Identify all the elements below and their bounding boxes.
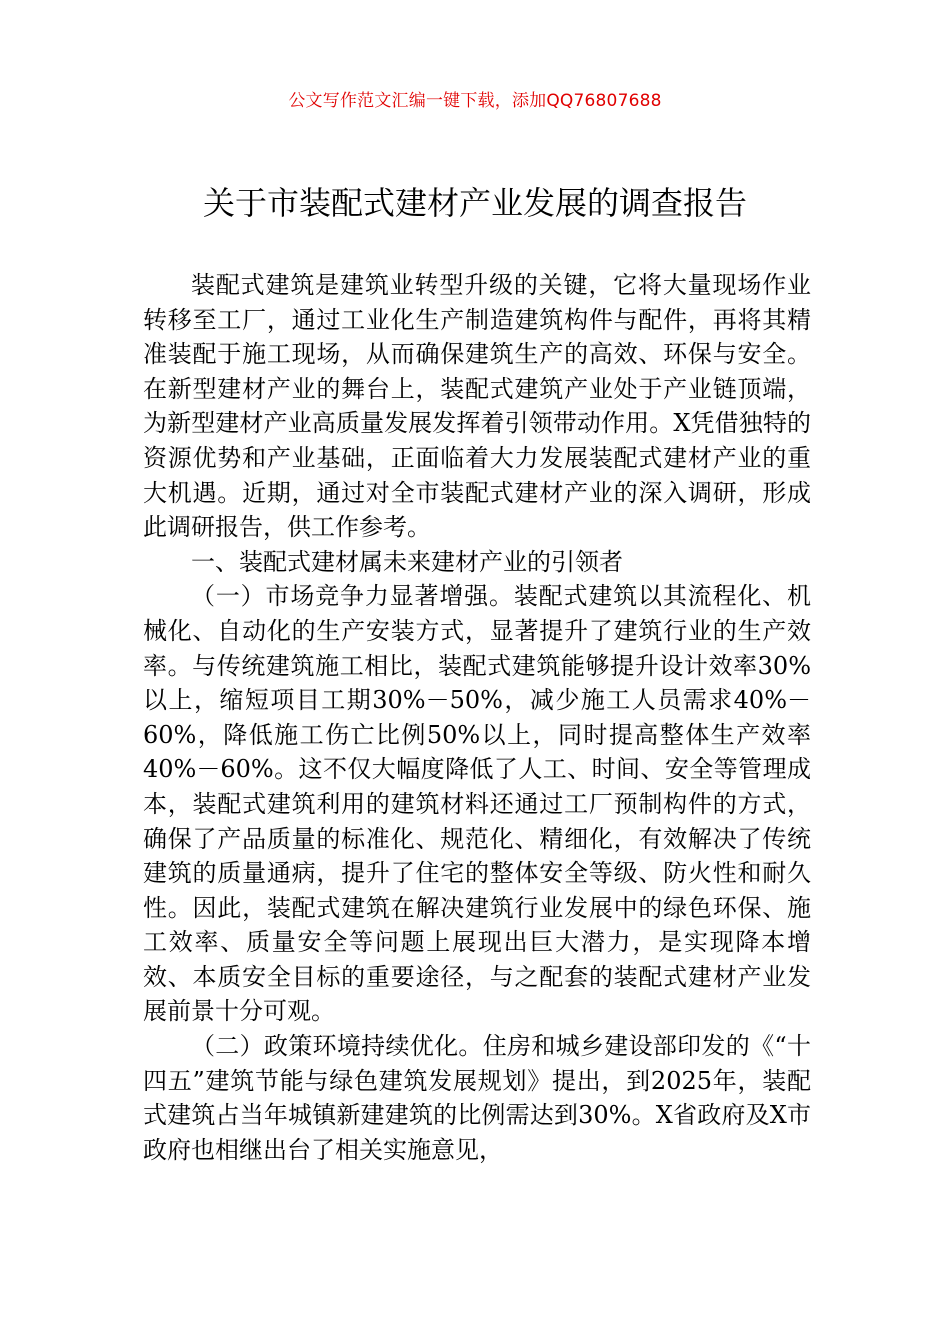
intro-paragraph: 装配式建筑是建筑业转型升级的关键，它将大量现场作业转移至工厂，通过工业化生产制造建筑构件与配件，再将其精准装配于施工现场，从而确保建筑生产的高效、环保与安全。在新型建材产业的舞台上，装配式建筑产业处于产业链顶端，为新型建材产业高质量发展发挥着引领带动作用。X凭借独特的资源优势和产业基础，正面临着大力发展装配式建材产业的重大机遇。近期，通过对全市装配式建材产业的深入调研，形成此调研报告，供工作参考。 — [143, 271, 811, 542]
subsection-paragraph-1: （一）市场竞争力显著增强。装配式建筑以其流程化、机械化、自动化的生产安装方式，显著提升了建筑行业的生产效率。与传统建筑施工相比，装配式建筑能够提升设计效率30%以上，缩短项目工期30%－50%，减少施工人员需求40%－60%，降低施工伤亡比例50%以上，同时提高整体生产效率40%－60%。这不仅大幅度降低了人工、时间、安全等管理成本，装配式建筑利用的建筑材料还通过工厂预制构件的方式，确保了产品质量的标准化、规范化、精细化，有效解决了传统建筑的质量通病，提升了住宅的整体安全等级、防火性和耐久性。因此，装配式建筑在解决建筑行业发展中的绿色环保、施工效率、质量安全等问题上展现出巨大潜力，是实现降本增效、本质安全目标的重要途径，与之配套的装配式建材产业发展前景十分可观。 — [143, 582, 811, 1026]
section-heading: 一、装配式建材属未来建材产业的引领者 — [191, 547, 623, 576]
download-notice: 公文写作范文汇编一键下载，添加QQ76807688 — [288, 91, 662, 111]
document-body — [143, 268, 811, 1167]
document-title: 关于市装配式建材产业发展的调查报告 — [202, 184, 747, 222]
subsection-paragraph-2: （二）政策环境持续优化。住房和城乡建设部印发的《“十四五”建筑节能与绿色建筑发展规划》提出，到2025年，装配式建筑占当年城镇新建建筑的比例需达到30%。X省政府及X市政府也相继出台了相关实施意见， — [143, 1032, 811, 1164]
